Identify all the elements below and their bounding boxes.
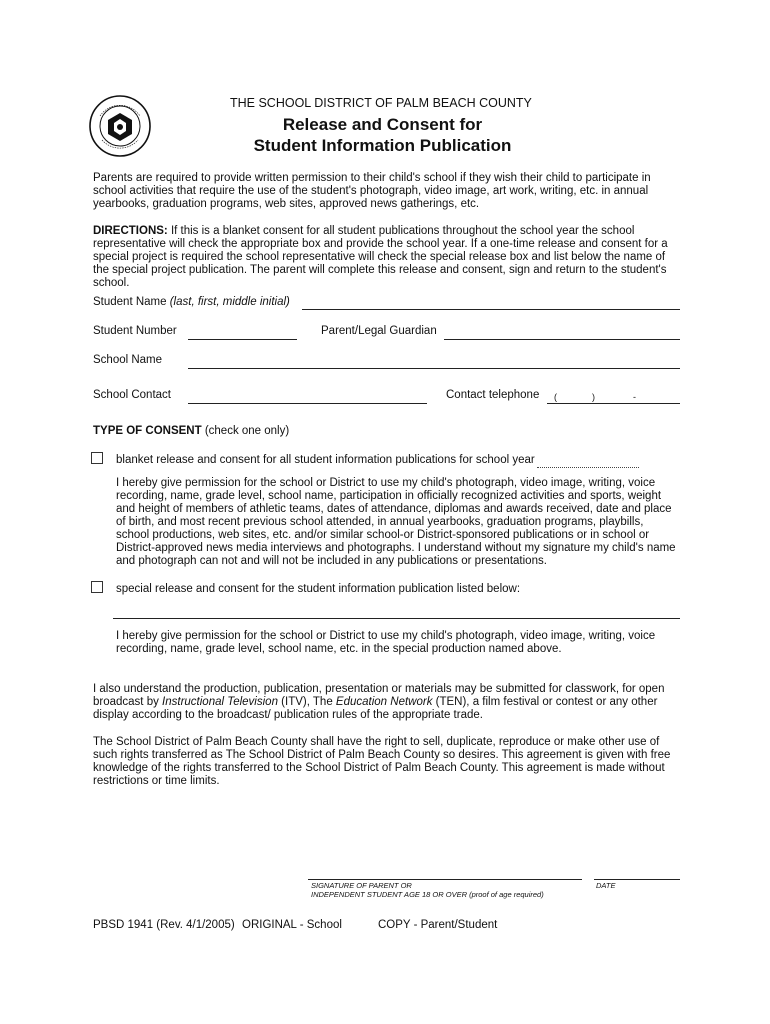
district-logo: [88, 94, 152, 158]
special-consent-checkbox[interactable]: [91, 581, 103, 593]
school-year-field[interactable]: [537, 467, 639, 468]
telephone-label: Contact telephone: [446, 389, 540, 401]
school-name-field[interactable]: [188, 368, 680, 369]
guardian-label: Parent/Legal Guardian: [321, 325, 437, 337]
school-contact-field[interactable]: [188, 403, 427, 404]
itv-name: Instructional Television: [162, 696, 278, 708]
blanket-consent-label: blanket release and consent for all student information publications for school year: [116, 454, 535, 466]
understand-paragraph: I also understand the production, publication, presentation or materials may be submitted for classwork, for open broadcast by Instructional Television (ITV), The Education Network (TEN), a film festival or contest or any other display according to the broadcast/ publication rules of the appropriate trade.: [93, 683, 665, 721]
guardian-field[interactable]: [444, 339, 680, 340]
special-consent-text: I hereby give permission for the school or District to use my child's photograph, video image, writing, voice recording, name, grade level, school name, etc. in the special production named above.: [116, 630, 656, 655]
phone-open-paren: (: [554, 392, 557, 402]
rights-paragraph: The School District of Palm Beach County shall have the right to sell, duplicate, reproduce or make other use of such rights transferred as The School District of Palm Beach County so desires. This agreement is given with free knowledge of the rights transferred to the School District of Palm Beach County. This agreement is made without restrictions or time limits.: [93, 736, 671, 787]
seal-icon: [88, 94, 152, 158]
student-name-label: Student Name (last, first, middle initial): [93, 296, 290, 308]
student-number-field[interactable]: [188, 339, 297, 340]
ten-name: Education Network: [335, 696, 433, 708]
date-field[interactable]: [594, 879, 680, 880]
form-number: PBSD 1941 (Rev. 4/1/2005): [93, 919, 235, 931]
date-label: DATE: [596, 881, 616, 890]
directions-text: If this is a blanket consent for all student publications throughout the school year the school representative will check the appropriate box and provide the school year. If a one-time release and consent for a special project is required the school representative will check the special release box and list below the name of the special project publication. The parent will complete this release and consent, sign and return to the student's school.: [93, 225, 668, 289]
special-consent-label: special release and consent for the student information publication listed below:: [116, 583, 521, 595]
school-name-label: School Name: [93, 354, 163, 366]
blanket-consent-checkbox[interactable]: [91, 452, 103, 464]
consent-heading: TYPE OF CONSENT (check one only): [93, 425, 290, 437]
directions-label: DIRECTIONS:: [93, 225, 168, 237]
telephone-field[interactable]: [547, 403, 680, 404]
original-copy-note: ORIGINAL - School: [242, 919, 342, 931]
consent-heading-note: (check one only): [201, 425, 290, 437]
signature-label-line-1: SIGNATURE OF PARENT OR: [311, 881, 412, 890]
intro-paragraph: Parents are required to provide written permission to their child's school if they wish their child to participate in school activities that require the use of the student's photograph, video image, art work, writing, etc. in annual yearbooks, graduation programs, web sites, approved news gatherings, etc.: [93, 172, 651, 210]
student-number-label: Student Number: [93, 325, 177, 337]
form-title-line-1: Release and Consent for: [282, 115, 483, 134]
school-contact-label: School Contact: [93, 389, 171, 401]
phone-dash: -: [633, 392, 636, 402]
blanket-consent-text: I hereby give permission for the school or District to use my child's photograph, video image, writing, voice recording, name, grade level, school name, participation in officially recognized activities and sports, weight and height of members of athletic teams, dates of attendance, diplomas and awards received, date and place of birth, and most recent previous school attended, in annual yearbooks, graduation programs, playbills, school productions, web sites, etc. and/or similar school-or District-sponsored publications or in school or District-approved news media interviews and photographs. I understand without my signature my child's name and photograph can not and will not be included in any publications or presentations.: [116, 477, 676, 567]
phone-close-paren: ): [592, 392, 595, 402]
signature-label-line-2: INDEPENDENT STUDENT AGE 18 OR OVER (proof of age required): [311, 890, 544, 899]
special-publication-field[interactable]: [113, 618, 680, 619]
directions-paragraph: [93, 225, 683, 290]
district-name: THE SCHOOL DISTRICT OF PALM BEACH COUNTY: [230, 96, 532, 110]
parent-copy-note: COPY - Parent/Student: [378, 919, 498, 931]
form-title-line-2: Student Information Publication: [253, 136, 512, 155]
signature-field[interactable]: [308, 879, 582, 880]
student-name-field[interactable]: [302, 309, 680, 310]
student-name-hint: (last, first, middle initial): [169, 296, 290, 308]
